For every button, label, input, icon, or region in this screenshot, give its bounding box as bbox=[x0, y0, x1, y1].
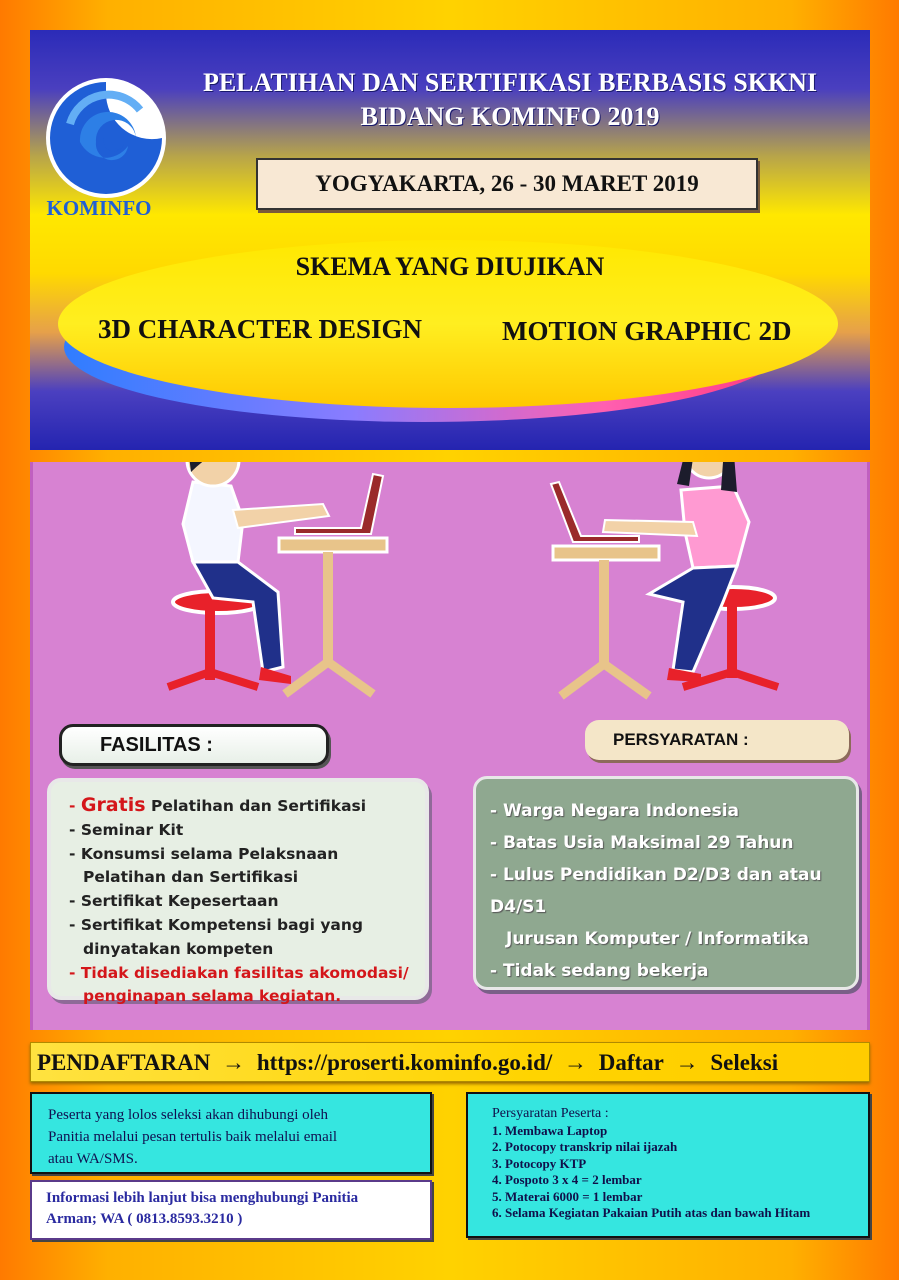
selection-notice-box bbox=[30, 1092, 432, 1174]
kominfo-swirl-icon bbox=[44, 66, 174, 216]
students-laptop-illustration bbox=[33, 462, 873, 722]
header-title-line1: PELATIHAN DAN SERTIFIKASI BERBASIS SKKNI bbox=[202, 68, 818, 97]
arrow-right-icon: → bbox=[222, 1050, 246, 1075]
persyaratan-item: - Batas Usia Maksimal 29 Tahun bbox=[490, 833, 794, 853]
event-date-box: YOGYAKARTA, 26 - 30 MARET 2019 bbox=[256, 158, 758, 210]
scheme-title: SKEMA YANG DIUJIKAN bbox=[295, 252, 605, 281]
notice-line: Peserta yang lolos seleksi akan dihubungi oleh bbox=[48, 1107, 328, 1123]
fasilitas-warning: penginapan selama kegiatan. bbox=[83, 987, 342, 1006]
gratis-highlight: Gratis bbox=[80, 794, 146, 816]
fasilitas-item: - Sertifikat Kompetensi bagi yang bbox=[69, 915, 364, 934]
notice-line: atau WA/SMS. bbox=[48, 1151, 138, 1167]
contact-box bbox=[30, 1180, 432, 1240]
fasilitas-item: Pelatihan dan Sertifikasi bbox=[83, 868, 299, 887]
persyaratan-item: - Warga Negara Indonesia bbox=[490, 801, 740, 821]
info-panel bbox=[30, 462, 870, 1030]
arrow-right-icon: → bbox=[564, 1050, 587, 1075]
participant-requirements-box bbox=[466, 1092, 870, 1238]
requirement-item: 6. Selama Kegiatan Pakaian Putih atas dan bawah Hitam bbox=[492, 1205, 811, 1220]
fasilitas-box bbox=[47, 778, 429, 1006]
fasilitas-item: - Gratis Pelatihan dan Sertifikasi bbox=[69, 794, 367, 816]
header-title-line2: BIDANG KOMINFO 2019 bbox=[360, 102, 660, 131]
requirement-item: 1. Membawa Laptop bbox=[492, 1122, 608, 1138]
requirement-item: 4. Pospoto 3 x 4 = 2 lembar bbox=[492, 1172, 642, 1187]
persyaratan-item: Jurusan Komputer / Informatika bbox=[506, 929, 809, 949]
registration-step-daftar: Daftar bbox=[598, 1050, 664, 1075]
requirement-item: 3. Potocopy KTP bbox=[492, 1155, 587, 1171]
fasilitas-item: dinyatakan kompeten bbox=[83, 939, 274, 958]
header-banner bbox=[30, 30, 870, 450]
fasilitas-item: - Konsumsi selama Pelaksnaan bbox=[69, 844, 339, 863]
kominfo-logo-text: KOMINFO bbox=[46, 196, 152, 220]
persyaratan-item: - Tidak sedang bekerja bbox=[490, 961, 709, 981]
registration-step-seleksi: Seleksi bbox=[710, 1050, 779, 1075]
registration-bar bbox=[30, 1042, 870, 1082]
male-student-icon bbox=[155, 462, 423, 720]
registration-label: PENDAFTARAN bbox=[37, 1050, 211, 1075]
fasilitas-label: FASILITAS : bbox=[59, 724, 329, 766]
requirement-item: 5. Materai 6000 = 1 lembar bbox=[492, 1188, 643, 1204]
registration-url-link[interactable]: https://proserti.kominfo.go.id/ bbox=[256, 1050, 553, 1075]
fasilitas-item: - Seminar Kit bbox=[69, 820, 184, 839]
contact-line: Informasi lebih lanjut bisa menghubungi Panitia bbox=[46, 1190, 359, 1206]
female-student-icon bbox=[551, 462, 778, 696]
persyaratan-box bbox=[473, 776, 859, 990]
scheme-item-3d-character-design: 3D CHARACTER DESIGN bbox=[98, 314, 423, 344]
notice-line: Panitia melalui pesan tertulis baik melalui email bbox=[48, 1129, 338, 1145]
fasilitas-warning: - Tidak disediakan fasilitas akomodasi/ bbox=[69, 963, 409, 982]
arrow-right-icon: → bbox=[675, 1050, 699, 1075]
persyaratan-item: - Lulus Pendidikan D2/D3 dan atau D4/S1 bbox=[490, 865, 822, 917]
fasilitas-item: - Sertifikat Kepesertaan bbox=[69, 892, 279, 911]
scheme-item-motion-graphic-2d: MOTION GRAPHIC 2D bbox=[502, 316, 792, 346]
persyaratan-label: PERSYARATAN : bbox=[585, 720, 849, 760]
requirements-title: Persyaratan Peserta : bbox=[492, 1106, 609, 1121]
requirement-item: 2. Potocopy transkrip nilai ijazah bbox=[492, 1139, 678, 1154]
contact-phone: Arman; WA ( 0813.8593.3210 ) bbox=[46, 1211, 243, 1227]
